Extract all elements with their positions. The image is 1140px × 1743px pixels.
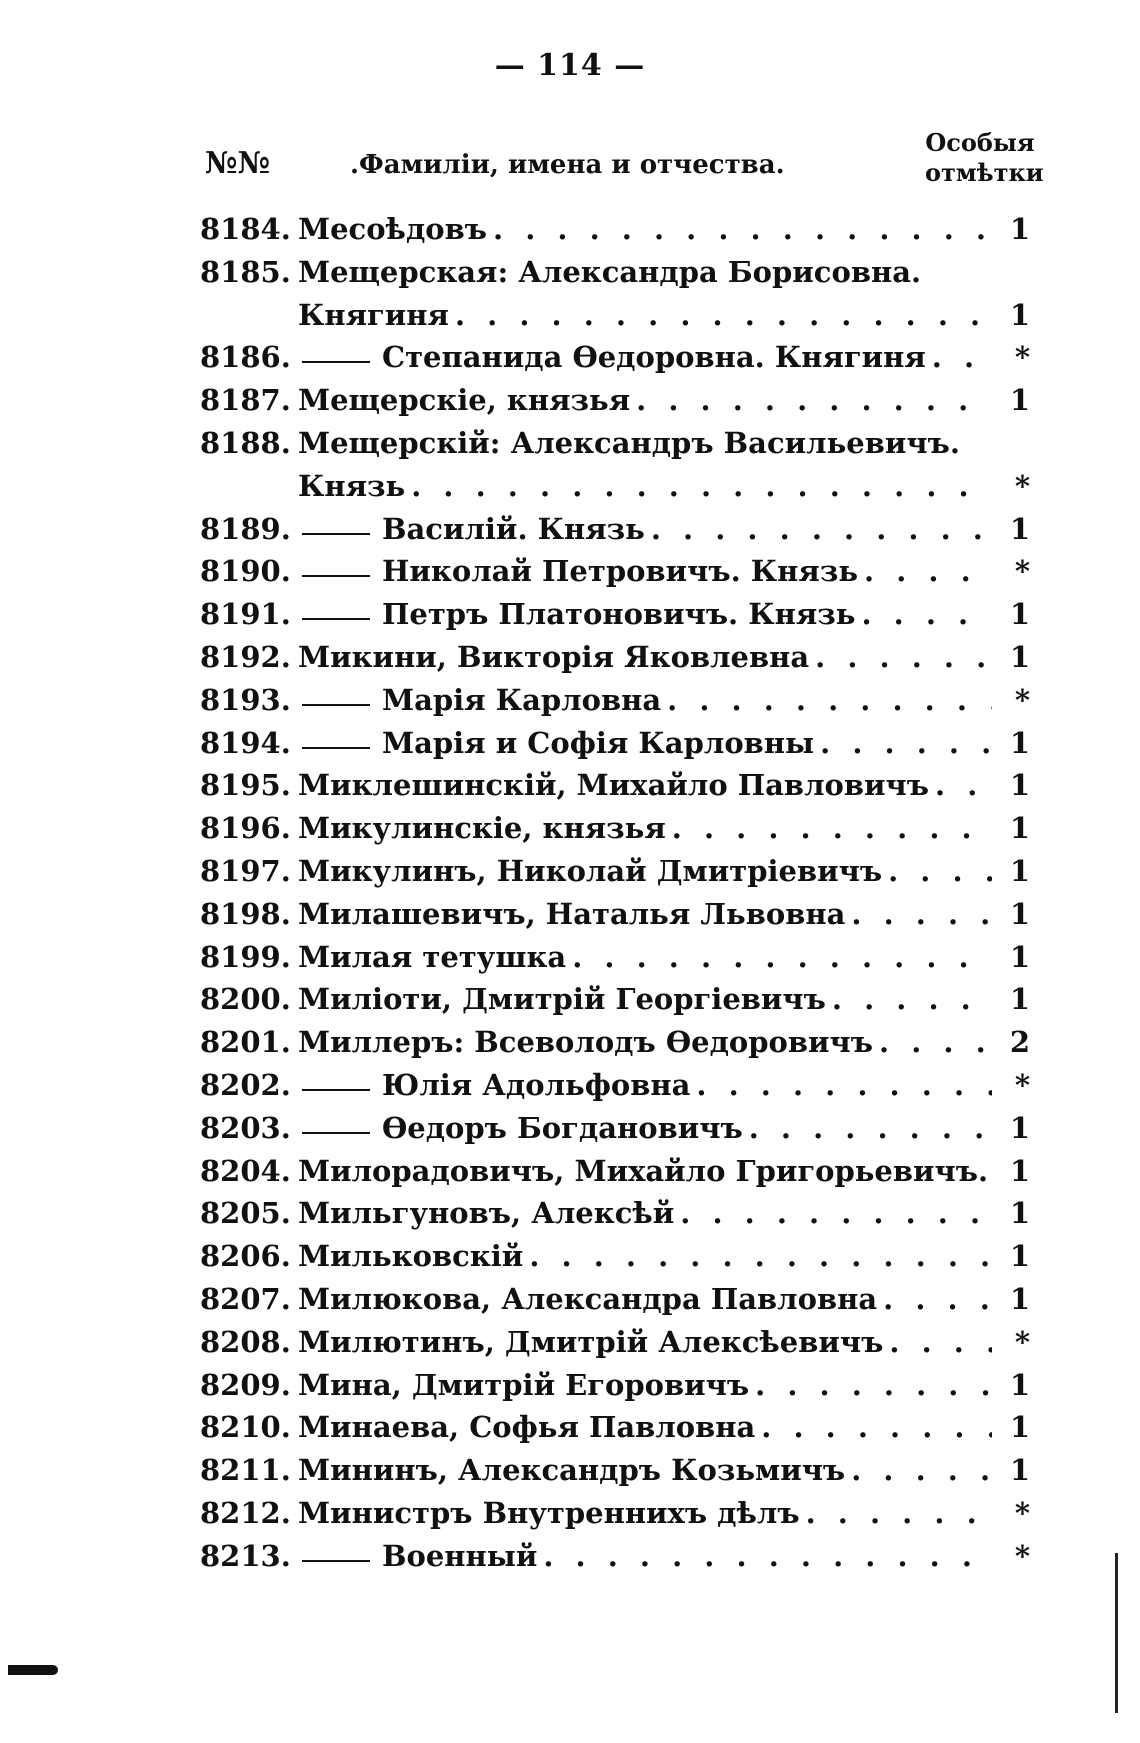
list-item: [200, 298, 1030, 341]
ditto-dash: [302, 1560, 370, 1562]
entry-mark: 1: [1009, 383, 1030, 418]
entry-number: 8211.: [200, 1453, 291, 1488]
ditto-dash: [302, 747, 370, 749]
entry-number: 8202.: [200, 1067, 291, 1102]
dot-leader: [493, 212, 992, 246]
entry-number: 8193.: [200, 682, 291, 717]
list-item: [200, 1410, 1030, 1453]
entry-mark: *: [1014, 1324, 1030, 1359]
dot-leader: [543, 1539, 992, 1573]
dot-leader: [889, 1325, 992, 1359]
entry-mark: 1: [1009, 1196, 1030, 1231]
list-item: [200, 940, 1030, 983]
entry-name: Марія и Софія Карловны: [382, 725, 815, 760]
dot-leader: [864, 554, 992, 588]
page-number: — 114 —: [494, 48, 646, 83]
entry-mark: *: [1014, 1538, 1030, 1573]
header-mark-line2: отмѣтки: [925, 158, 1044, 187]
entry-name: Николай Петровичъ. Князь: [382, 554, 859, 589]
dot-leader: [806, 1496, 992, 1530]
list-item: [200, 768, 1030, 811]
entry-mark: 1: [1009, 896, 1030, 931]
dot-leader: [851, 897, 992, 931]
entry-number: 8200.: [200, 982, 291, 1017]
ditto-dash: [302, 575, 370, 577]
entry-mark: *: [1014, 554, 1030, 589]
entry-number: 8204.: [200, 1153, 291, 1188]
entry-number: 8186.: [200, 340, 291, 375]
dot-leader: [879, 1025, 992, 1059]
entry-number: 8191.: [200, 597, 291, 632]
dot-leader: [636, 383, 992, 417]
entry-mark: 1: [1009, 1410, 1030, 1445]
list-item: [200, 1239, 1030, 1282]
entry-mark: 1: [1009, 1281, 1030, 1316]
list-item: [200, 1282, 1030, 1325]
list-item: [200, 897, 1030, 940]
entry-number: 8205.: [200, 1196, 291, 1231]
list-item: [200, 255, 1030, 298]
list-item: [200, 1068, 1030, 1111]
ditto-dash: [302, 1132, 370, 1134]
dot-leader: [572, 940, 992, 974]
entry-name: Милюкова, Александра Павловна: [298, 1281, 878, 1316]
entry-number: 8212.: [200, 1495, 291, 1530]
ditto-dash: [302, 533, 370, 535]
ditto-dash: [302, 1089, 370, 1091]
dot-leader: [888, 854, 992, 888]
dot-leader: [667, 683, 992, 717]
dot-leader: [832, 982, 992, 1016]
entry-name: Минаева, Софья Павловна: [298, 1410, 756, 1445]
dot-leader: [932, 340, 992, 374]
dot-leader: [861, 597, 992, 631]
list-item: [200, 212, 1030, 255]
entry-name: Мещерская: Александра Борисовна.: [298, 254, 922, 289]
entry-number: 8206.: [200, 1239, 291, 1274]
entry-number: 8210.: [200, 1410, 291, 1445]
list-item: [200, 597, 1030, 640]
list-item: [200, 811, 1030, 854]
list-item: [200, 1368, 1030, 1411]
entry-name: Княгиня: [298, 297, 449, 332]
dot-leader: [680, 1196, 992, 1230]
list-item: [200, 383, 1030, 426]
entry-number: 8184.: [200, 212, 291, 246]
entry-mark: *: [1014, 682, 1030, 717]
entry-name: Микулинъ, Николай Дмитріевичъ: [298, 853, 883, 888]
dot-leader: [851, 1453, 992, 1487]
entry-number: 8194.: [200, 725, 291, 760]
dot-leader: [883, 1282, 992, 1316]
ditto-dash: [302, 361, 370, 363]
list-item: [200, 512, 1030, 555]
list-item: [200, 1539, 1030, 1582]
list-item: [200, 1325, 1030, 1368]
header-number-column: №№: [205, 146, 271, 181]
list-item: [200, 554, 1030, 597]
ditto-dash: [302, 704, 370, 706]
entry-name: Милашевичъ, Наталья Львовна: [298, 896, 846, 931]
list-item: [200, 1154, 1030, 1197]
entry-number: 8196.: [200, 811, 291, 846]
list-item: [200, 683, 1030, 726]
entry-number: 8207.: [200, 1281, 291, 1316]
ditto-dash: [302, 618, 370, 620]
header-name-column: .Фамиліи, имена и отчества.: [350, 150, 785, 180]
entry-number: 8213.: [200, 1538, 291, 1573]
entry-name: Петръ Платоновичъ. Князь: [382, 597, 856, 632]
dot-leader: [455, 298, 992, 332]
entry-number: 8199.: [200, 939, 291, 974]
entry-mark: 1: [1009, 297, 1030, 332]
entry-name: Мещерскіе, князья: [298, 383, 631, 418]
entry-name: Степанида Ѳедоровна. Княгиня: [382, 340, 926, 375]
list-item: [200, 982, 1030, 1025]
entry-name: Милая тетушка: [298, 939, 567, 974]
entry-name: Микулинскіе, князья: [298, 811, 666, 846]
entry-number: 8185.: [200, 254, 291, 289]
entry-number: 8203.: [200, 1110, 291, 1145]
entry-name: Милютинъ, Дмитрій Алексѣевичъ: [298, 1324, 884, 1359]
entry-mark: 2: [1009, 1025, 1030, 1060]
dot-leader: [815, 640, 992, 674]
entry-name: Милорадовичъ, Михайло Григорьевичъ.: [298, 1153, 989, 1188]
dot-leader: [755, 1368, 992, 1402]
list-item: [200, 1025, 1030, 1068]
header-mark-column: [925, 128, 1044, 188]
entry-mark: *: [1014, 1495, 1030, 1530]
column-header: [205, 128, 1044, 208]
list-item: [200, 1496, 1030, 1539]
entry-mark: 1: [1009, 1367, 1030, 1402]
dot-leader: [529, 1239, 992, 1273]
entry-number: 8187.: [200, 383, 291, 418]
entry-number: 8197.: [200, 853, 291, 888]
entry-number: 8189.: [200, 511, 291, 546]
entry-mark: 1: [1009, 1153, 1030, 1188]
entry-mark: *: [1014, 1067, 1030, 1102]
entry-number: 8188.: [200, 425, 291, 460]
dot-leader: [761, 1410, 992, 1444]
dot-leader: [820, 726, 992, 760]
entry-name: Миліоти, Дмитрій Георгіевичъ: [298, 982, 826, 1017]
entry-name: Министръ Внутреннихъ дѣлъ: [298, 1495, 800, 1530]
entry-number: 8198.: [200, 896, 291, 931]
entry-name: Василій. Князь: [382, 511, 645, 546]
entry-name: Князь: [298, 468, 406, 503]
entry-name: Миллеръ: Всеволодъ Ѳедоровичъ: [298, 1025, 873, 1060]
entry-list: [200, 212, 1030, 1582]
entry-name: Мина, Дмитрій Егоровичъ: [298, 1367, 750, 1402]
dot-leader: [651, 512, 992, 546]
dot-leader: [672, 811, 992, 845]
entry-mark: 1: [1009, 511, 1030, 546]
entry-mark: 1: [1009, 639, 1030, 674]
dot-leader: [696, 1068, 992, 1102]
entry-mark: 1: [1009, 811, 1030, 846]
entry-mark: 1: [1009, 212, 1030, 246]
entry-mark: *: [1014, 468, 1030, 503]
entry-number: 8195.: [200, 768, 291, 803]
entry-mark: 1: [1009, 597, 1030, 632]
entry-mark: 1: [1009, 982, 1030, 1017]
entry-mark: 1: [1009, 725, 1030, 760]
entry-name: Мещерскій: Александръ Васильевичъ.: [298, 425, 960, 460]
list-item: [200, 640, 1030, 683]
dot-leader: [411, 469, 992, 503]
dot-leader: [749, 1111, 992, 1145]
scan-margin-mark: [8, 1665, 58, 1675]
list-item: [200, 426, 1030, 469]
entry-name: Мильгуновъ, Алексѣй: [298, 1196, 675, 1231]
entry-name: Марія Карловна: [382, 682, 662, 717]
entry-name: Мининъ, Александръ Козьмичъ: [298, 1453, 846, 1488]
entry-mark: 1: [1009, 853, 1030, 888]
entry-name: Миклешинскій, Михайло Павловичъ: [298, 768, 930, 803]
header-mark-line1: Особыя: [925, 128, 1035, 157]
entry-name: Месоѣдовъ: [298, 212, 488, 246]
list-item: [200, 726, 1030, 769]
list-item: [200, 854, 1030, 897]
list-item: [200, 1111, 1030, 1154]
list-item: [200, 469, 1030, 512]
scan-edge-line: [1115, 1553, 1118, 1713]
entry-name: Военный: [382, 1538, 538, 1573]
entry-mark: 1: [1009, 1453, 1030, 1488]
list-item: [200, 1453, 1030, 1496]
entry-number: 8208.: [200, 1324, 291, 1359]
entry-number: 8209.: [200, 1367, 291, 1402]
list-item: [200, 340, 1030, 383]
dot-leader: [935, 768, 992, 802]
entry-name: Микини, Викторія Яковлевна: [298, 639, 810, 674]
entry-name: Юлія Адольфовна: [382, 1067, 691, 1102]
entry-mark: 1: [1009, 1239, 1030, 1274]
entry-mark: 1: [1009, 1110, 1030, 1145]
entry-mark: 1: [1009, 768, 1030, 803]
entry-mark: *: [1014, 340, 1030, 375]
entry-mark: 1: [1009, 939, 1030, 974]
entry-name: Ѳедоръ Богдановичъ: [382, 1110, 743, 1145]
entry-number: 8190.: [200, 554, 291, 589]
entry-name: Мильковскій: [298, 1239, 524, 1274]
list-item: [200, 1196, 1030, 1239]
entry-number: 8201.: [200, 1025, 291, 1060]
entry-number: 8192.: [200, 639, 291, 674]
